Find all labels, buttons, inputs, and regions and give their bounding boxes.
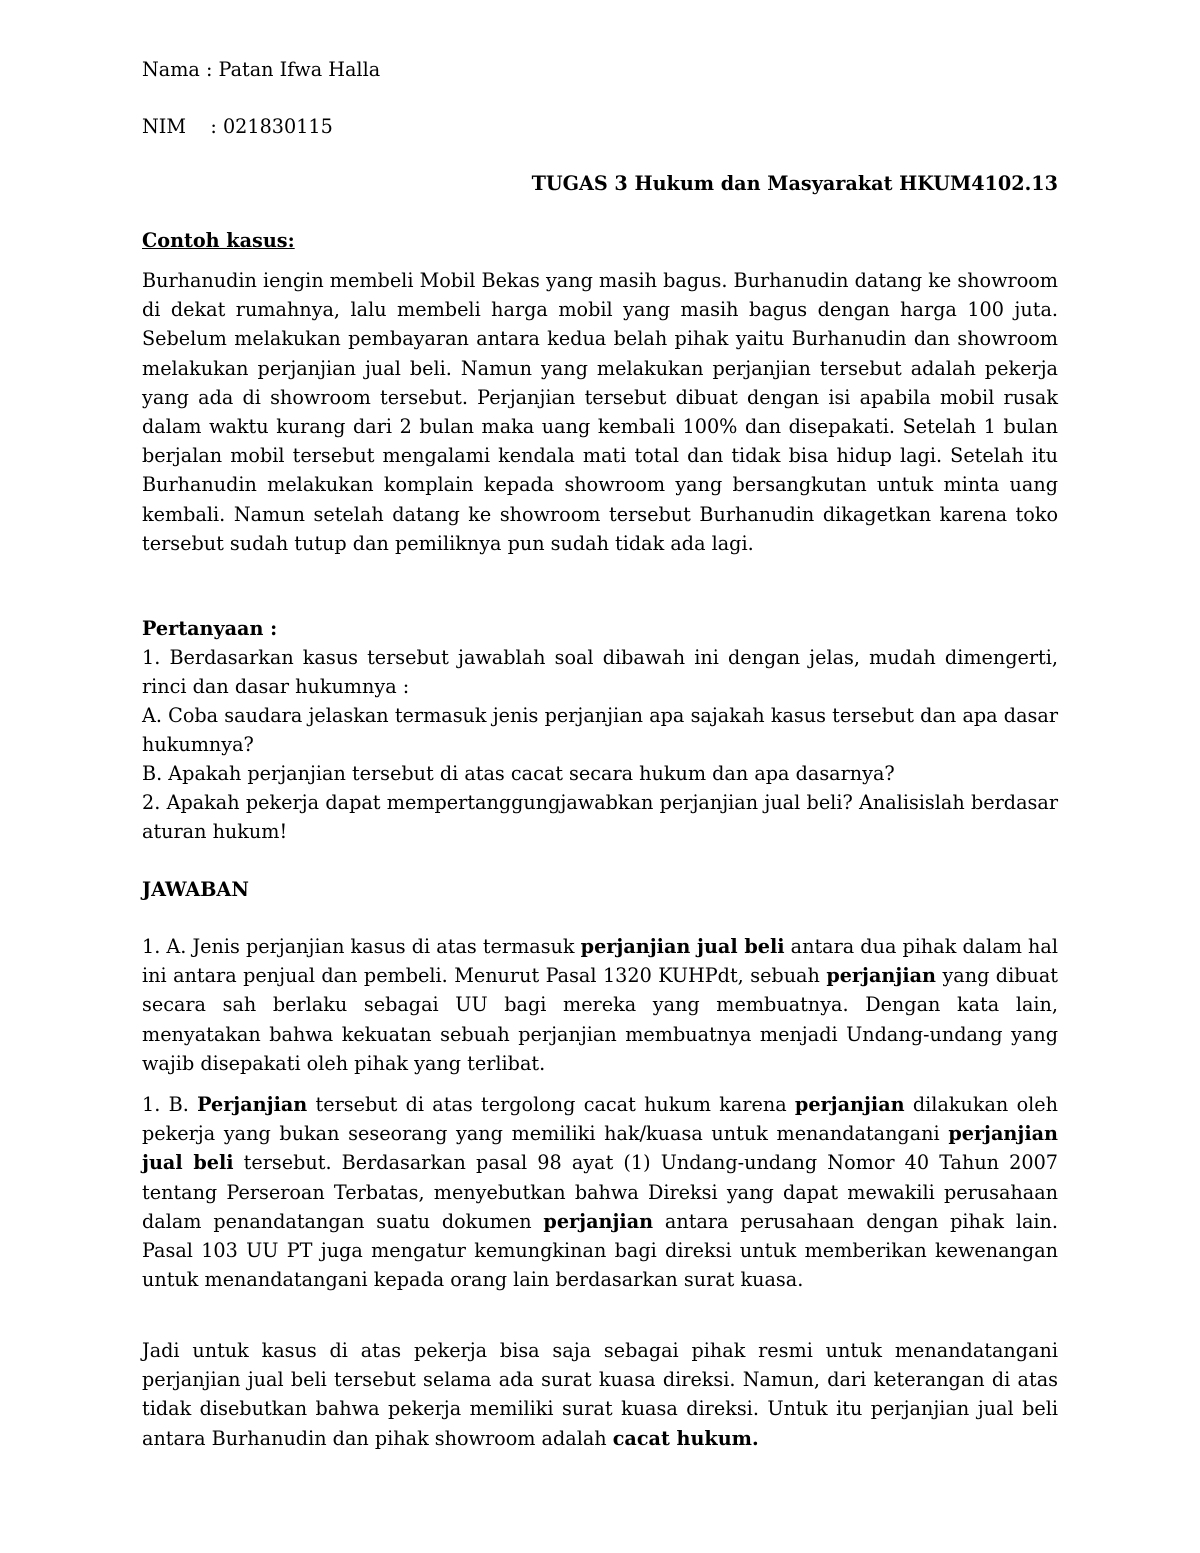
answer-1b-bold-3: perjanjian jual beli — [142, 1122, 1058, 1175]
answer-1b — [142, 1090, 1058, 1294]
answer-1a-text-1: 1. A. Jenis perjanjian kasus di atas termasuk — [142, 935, 581, 958]
question-1: 1. Berdasarkan kasus tersebut jawablah soal dibawah ini dengan jelas, mudah dimengerti, rinci dan dasar hukumnya : — [142, 646, 1058, 699]
question-1a: A. Coba saudara jelaskan termasuk jenis perjanjian apa sajakah kasus tersebut dan apa dasar hukumnya? — [142, 704, 1058, 757]
answer-1a — [142, 932, 1058, 1078]
answer-1b-bold-1: Perjanjian — [197, 1093, 308, 1116]
student-nim: NIM : 021830115 — [142, 115, 333, 138]
student-name: Nama : Patan Ifwa Halla — [142, 58, 381, 81]
case-body: Burhanudin iengin membeli Mobil Bekas yang masih bagus. Burhanudin datang ke showroom di dekat rumahnya, lalu membeli harga mobil yang masih bagus dengan harga 100 juta. Sebelum melakukan pembayaran antara kedua belah pihak yaitu Burhanudin dan showroom melakukan perjanjian jual beli. Namun yang melakukan perjanjian tersebut adalah pekerja yang ada di showroom tersebut. Perjanjian tersebut dibuat dengan isi apabila mobil rusak dalam waktu kurang dari 2 bulan maka uang kembali 100% dan disepakati. Setelah 1 bulan berjalan mobil tersebut mengalami kendala mati total dan tidak bisa hidup lagi. Setelah itu Burhanudin melakukan komplain kepada showroom yang bersangkutan untuk minta uang kembali. Namun setelah datang ke showroom tersebut Burhanudin dikagetkan karena toko tersebut sudah tutup dan pemiliknya pun sudah tidak ada lagi. — [142, 269, 1058, 555]
answer-1b-text-5: antara perusahaan dengan pihak lain. Pasal 103 UU PT juga mengatur kemungkinan bagi direksi untuk memberikan kewenangan untuk menandatangani kepada orang lain berdasarkan surat kuasa. — [142, 1209, 1058, 1292]
answer-1a-bold-2: perjanjian — [826, 964, 936, 988]
answer-1a-text-2: antara dua pihak dalam hal ini antara penjual dan pembeli. Menurut Pasal 1320 KUHPdt, sebuah — [142, 935, 1058, 988]
answer-1b-text-1: 1. B. — [142, 1093, 198, 1116]
question-1b: B. Apakah perjanjian tersebut di atas cacat secara hukum dan apa dasarnya? — [142, 762, 895, 785]
question-2: 2. Apakah pekerja dapat mempertanggungjawabkan perjanjian jual beli? Analisislah berdasar aturan hukum! — [142, 791, 1058, 844]
case-heading: Contoh kasus: — [142, 229, 295, 252]
answer-conclusion — [142, 1336, 1058, 1453]
conclusion-text-1: Jadi untuk kasus di atas pekerja bisa saja sebagai pihak resmi untuk menandatangani perjanjian jual beli tersebut selama ada surat kuasa direksi. Namun, dari keterangan di atas tidak disebutkan bahwa pekerja memiliki surat kuasa direksi. Untuk itu perjanjian jual beli antara Burhanudin dan pihak showroom adalah — [142, 1339, 1058, 1450]
answer-1a-text-3: yang dibuat secara sah berlaku sebagai UU bagi mereka yang membuatnya. Dengan kata lain, menyatakan bahwa kekuatan sebuah perjanjian membuatnya menjadi Undang-undang yang wajib disepakati oleh pihak yang terlibat. — [142, 964, 1059, 1075]
answer-1b-text-3: dilakukan oleh pekerja yang bukan seseorang yang memiliki hak/kuasa untuk menandatangani — [142, 1093, 1058, 1146]
conclusion-bold-1: cacat hukum. — [612, 1426, 759, 1450]
answer-1a-bold-1: perjanjian jual beli — [580, 935, 785, 958]
answer-1b-text-4: tersebut. Berdasarkan pasal 98 ayat (1) Undang-undang Nomor 40 Tahun 2007 tentang Perseroan Terbatas, menyebutkan bahwa Direksi yang dapat mewakili perusahaan dalam penandatangan suatu dokumen — [142, 1151, 1058, 1233]
answer-1b-bold-2: perjanjian — [794, 1093, 905, 1116]
answers-heading: JAWABAN — [142, 878, 249, 901]
answer-1b-bold-4: perjanjian — [543, 1209, 654, 1233]
questions-heading: Pertanyaan : — [142, 617, 278, 640]
assignment-title: TUGAS 3 Hukum dan Masyarakat HKUM4102.13 — [531, 172, 1058, 195]
answer-1b-text-2: tersebut di atas tergolong cacat hukum karena — [307, 1093, 795, 1116]
